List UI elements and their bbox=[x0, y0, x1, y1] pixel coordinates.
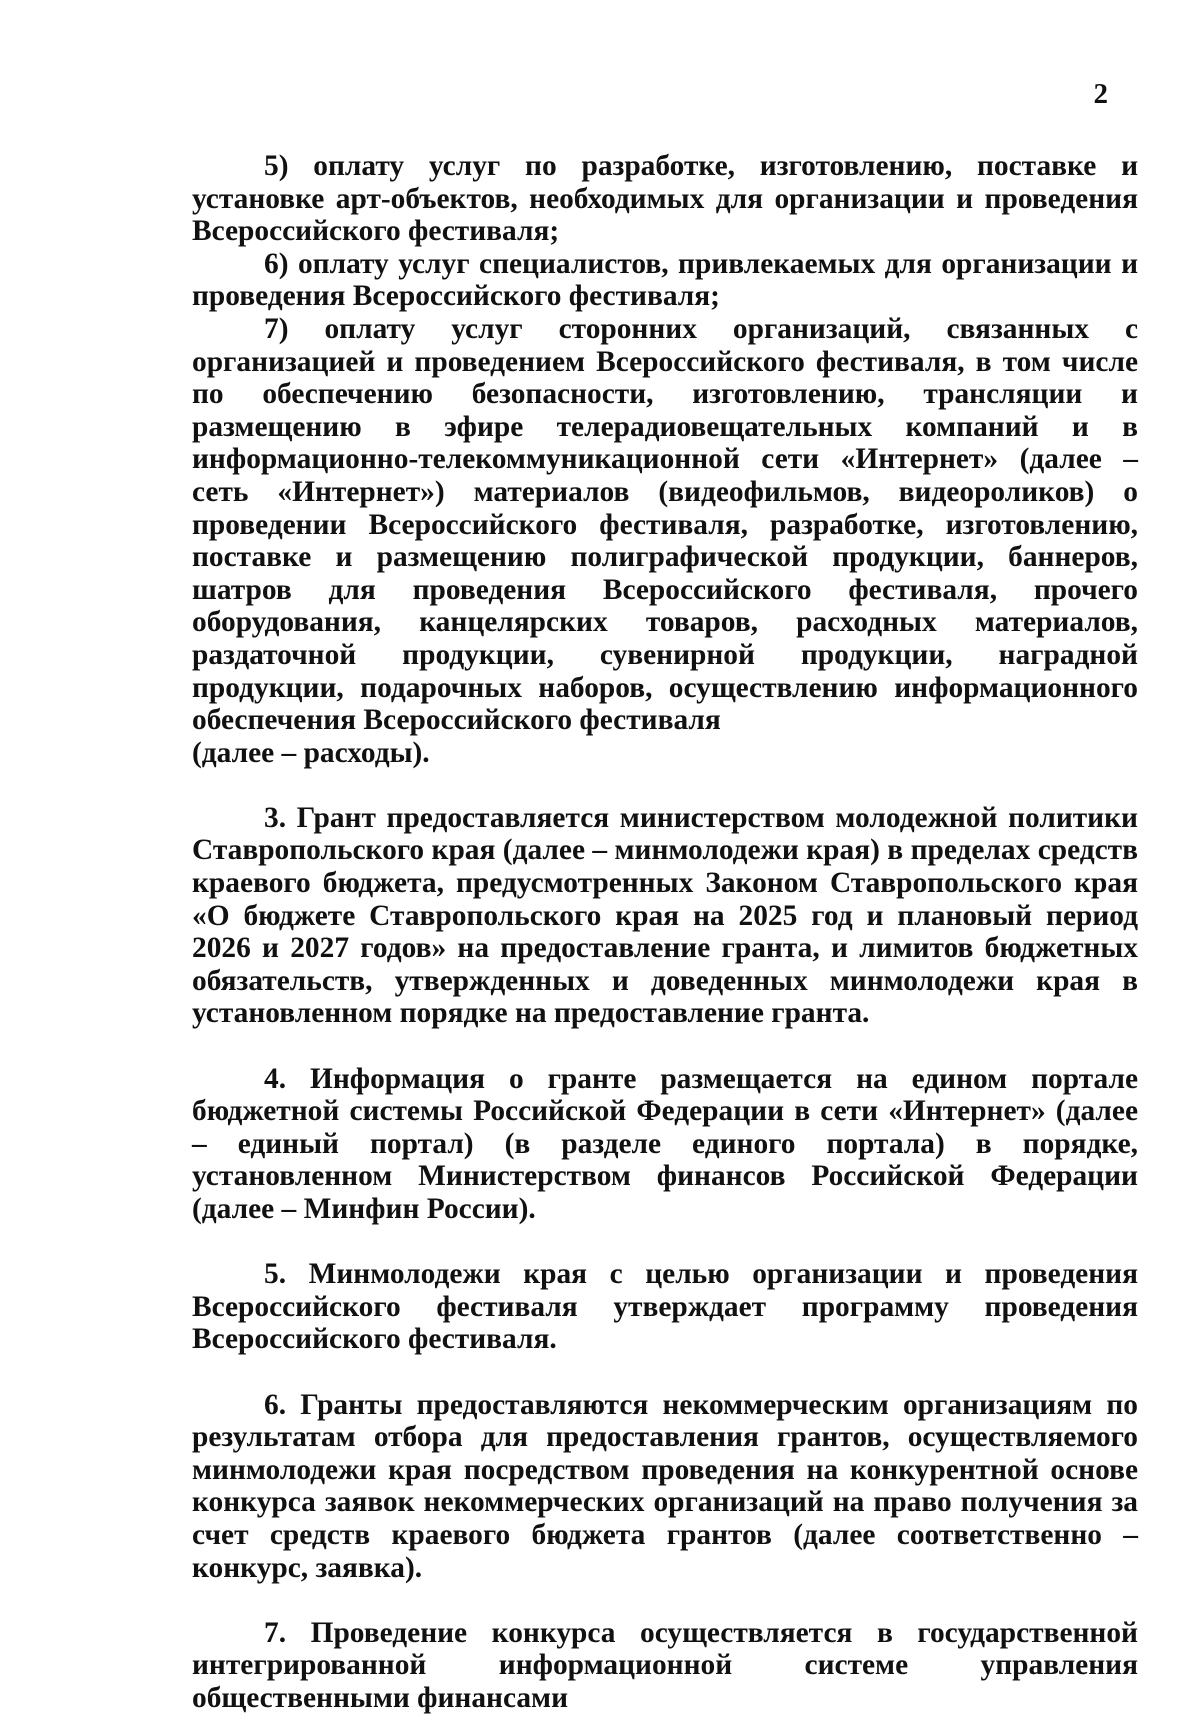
paragraph-4: 4. Информация о гранте размещается на едином портале бюджетной системы Российской Федерации в сети «Интернет» (далее – единый портал) (в разделе единого портала) в порядке, установленном Министерством финансов Российской Федерации (далее – Минфин России). bbox=[192, 1062, 1138, 1225]
document-body bbox=[192, 150, 1138, 1715]
paragraph-6: 6. Гранты предоставляются некоммерческим организациям по результатам отбора для предоставления грантов, осуществляемого минмолодежи края посредством проведения на конкурентной основе конкурса заявок некоммерческих организаций на право получения за счет средств краевого бюджета грантов (далее соответственно – конкурс, заявка). bbox=[192, 1388, 1138, 1584]
paragraph-3: 3. Грант предоставляется министерством молодежной политики Ставропольского края (далее – минмолодежи края) в пределах средств краевого бюджета, предусмотренных Законом Ставропольского края «О бюджете Ставропольского края на 2025 год и плановый период 2026 и 2027 годов» на предоставление гранта, и лимитов бюджетных обязательств, утвержденных и доведенных минмолодежи края в установленном порядке на предоставление гранта. bbox=[192, 801, 1138, 1030]
paragraph-7: 7. Проведение конкурса осуществляется в государственной интегрированной информационной системе управления общественными финансами bbox=[192, 1616, 1138, 1714]
paragraph-item-7: 7) оплату услуг сторонних организаций, связанных с организацией и проведением Всероссийского фестиваля, в том числе по обеспечению безопасности, изготовлению, трансляции и размещению в эфире телерадиовещательных компаний и в информационно-телекоммуникационной сети «Интернет» (далее – сеть «Интернет») материалов (видеофильмов, видеороликов) о проведении Всероссийского фестиваля, разработке, изготовлению, поставке и размещению полиграфической продукции, баннеров, шатров для проведения Всероссийского фестиваля, прочего оборудования, канцелярских товаров, расходных материалов, раздаточной продукции, сувенирной продукции, наградной продукции, подарочных наборов, осуществлению информационного обеспечения Всероссийского фестиваля bbox=[192, 312, 1138, 737]
page-number: 2 bbox=[1093, 78, 1108, 110]
paragraph-5: 5. Минмолодежи края с целью организации и проведения Всероссийского фестиваля утверждает программу проведения Всероссийского фестиваля. bbox=[192, 1258, 1138, 1356]
paragraph-expenses-note: (далее – расходы). bbox=[192, 736, 430, 769]
paragraph-item-6: 6) оплату услуг специалистов, привлекаемых для организации и проведения Всероссийского фестиваля; bbox=[192, 247, 1138, 313]
paragraph-item-5: 5) оплату услуг по разработке, изготовлению, поставке и установке арт-объектов, необходимых для организации и проведения Всероссийского фестиваля; bbox=[192, 150, 1138, 248]
